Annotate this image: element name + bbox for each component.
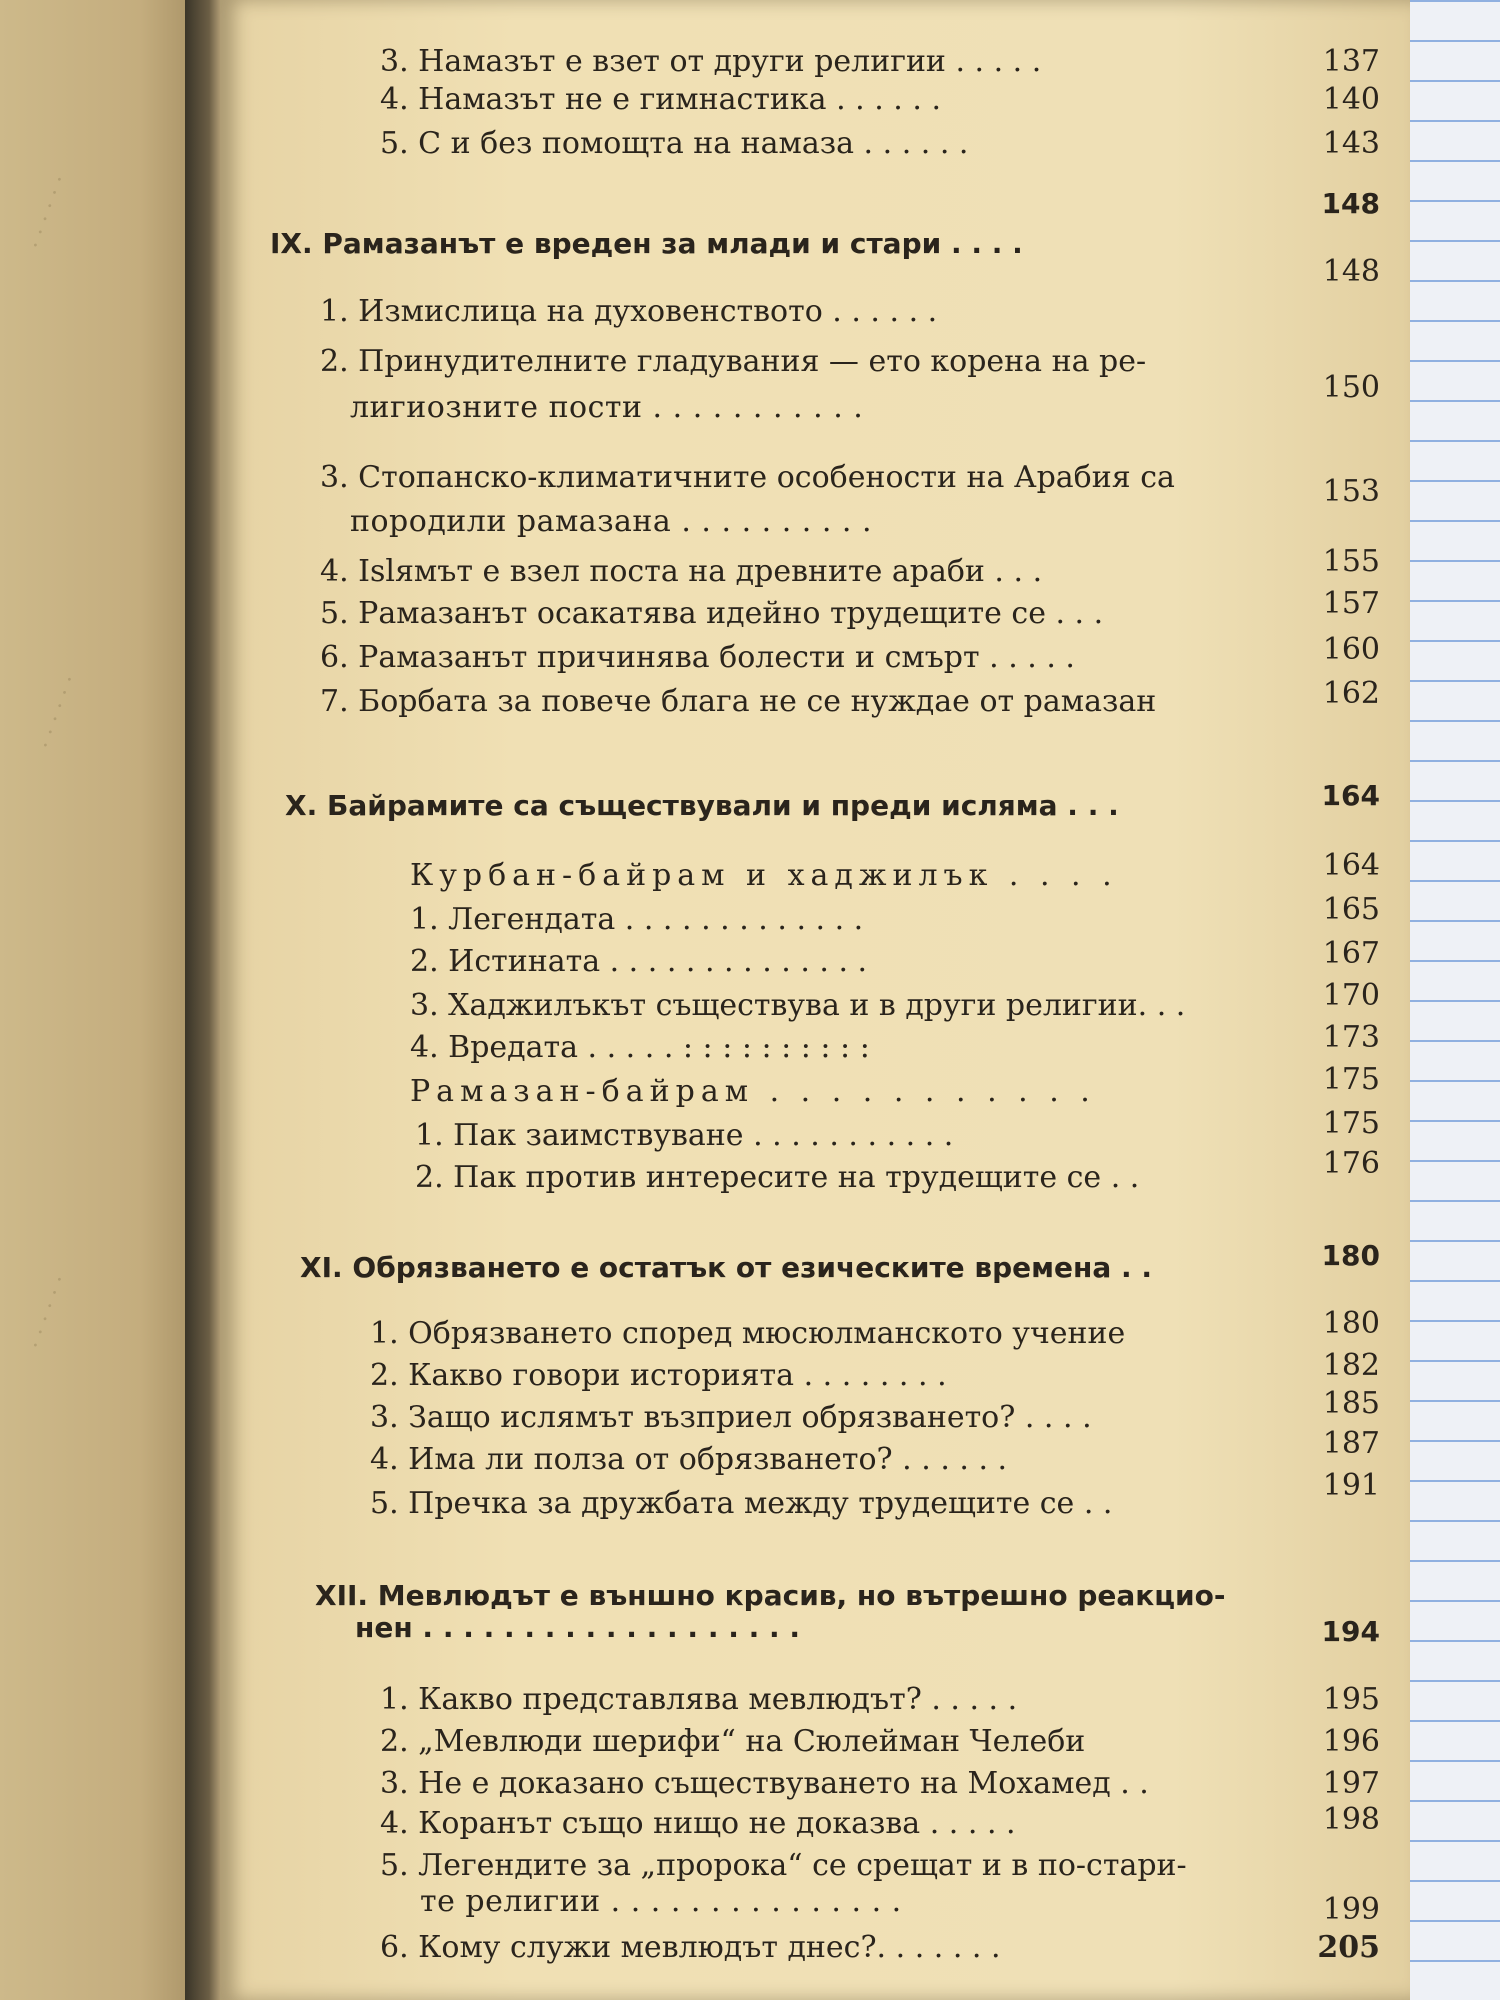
toc-entry: 5. С и без помощта на намаза . . . . . . 143 (380, 126, 1380, 161)
background-notebook-paper (1410, 0, 1500, 2000)
toc-entry: 5. Легендите за „пророка“ се срещат и в по-стари- (380, 1848, 1187, 1883)
toc-entry: 4. Намазът не е гимнастика . . . . . . 140 (380, 82, 1380, 117)
toc-entry-continuation: породили рамазана . . . . . . . . . . 153 (350, 474, 1380, 539)
toc-entry: 2. Истината . . . . . . . . . . . . . . 167 (410, 936, 1380, 979)
toc-chapter: IX. Рамазанът е вреден за млади и стари . . . . 148 (270, 187, 1380, 260)
toc-entry-continuation: те религии . . . . . . . . . . . . . . . 199 (420, 1884, 1380, 1927)
toc-entry: 2. „Мевлюди шерифи“ на Сюлейман Челеби 196 (380, 1724, 1380, 1759)
toc-entry: 1. Пак заимствуване . . . . . . . . . . . 175 (415, 1106, 1380, 1153)
toc-section: Рамазан-байрам . . . . . . . . . . . 175 (410, 1062, 1380, 1109)
toc-entry: 6. Кому служи мевлюдът днес?. . . . . . . 205 (380, 1930, 1380, 1965)
toc-entry: 1. Легендата . . . . . . . . . . . . . 165 (410, 892, 1380, 937)
left-page-edge: · · · · · · · · · · · · · · · · · · (0, 0, 200, 2000)
toc-section: Курбан-байрам и хаджилък . . . . 164 (410, 848, 1380, 893)
toc-entry: 4. Има ли полза от обрязването? . . . . . . 187 (370, 1426, 1380, 1477)
toc-entry: 2. Какво говори историята . . . . . . . . 182 (370, 1348, 1380, 1393)
book-page (220, 0, 1410, 2000)
toc-entry: 1. Обрязването според мюсюлманското учение 180 (370, 1306, 1380, 1351)
book-gutter (185, 0, 225, 2000)
toc-entry: 2. Принудителните гладувания — ето корена на ре- (320, 344, 1147, 379)
toc-entry: 5. Рамазанът осакатява идейно трудещите се . . . 157 (320, 586, 1380, 631)
toc-entry: 6. Рамазанът причинява болести и смърт . . . . . 160 (320, 632, 1380, 675)
toc-entry: 4. Islямът е взел поста на древните араби . . . 155 (320, 544, 1380, 589)
toc-entry: 3. Защо ислямът възприел обрязването? . . . . 185 (370, 1386, 1380, 1435)
toc-chapter: XII. Мевлюдът е външно красив, но вътрешно реакцио- (315, 1579, 1226, 1612)
toc-chapter-continuation: нен . . . . . . . . . . . . . . . . . . . 194 (355, 1611, 1380, 1648)
toc-entry: 5. Пречка за дружбата между трудещите се . . 191 (370, 1468, 1380, 1521)
toc-entry-continuation: лигиозните пости . . . . . . . . . . . 150 (350, 370, 1380, 425)
toc-entry: 3. Не е доказано съществуването на Мохамед . . 197 (380, 1766, 1380, 1801)
toc-chapter: XI. Обрязването е остатък от езическите времена . . 180 (300, 1239, 1380, 1284)
toc-chapter: X. Байрамите са съществували и преди исляма . . . 164 (285, 779, 1380, 822)
toc-entry: 1. Какво представлява мевлюдът? . . . . . 195 (380, 1682, 1380, 1717)
toc-entry: 7. Борбата за повече блага не се нуждае от рамазан 162 (320, 676, 1380, 719)
toc-entry: 1. Измислица на духовенството . . . . . . 148 (320, 254, 1380, 329)
toc-entry: 4. Коранът също нищо не доказва . . . . . 198 (380, 1802, 1380, 1841)
toc-entry: 3. Хаджилъкът съществува и в други религии. . . 170 (410, 978, 1380, 1023)
toc-entry: 2. Пак против интересите на трудещите се . . 176 (415, 1146, 1380, 1195)
toc-entry: 3. Намазът е взет от други религии . . . . . 137 (380, 44, 1380, 79)
toc-entry: 4. Вредата . . . . . : : : : : : : : : : 173 (410, 1020, 1380, 1065)
toc-entry: 3. Стопанско-климатичните особености на Арабия са (320, 460, 1175, 495)
